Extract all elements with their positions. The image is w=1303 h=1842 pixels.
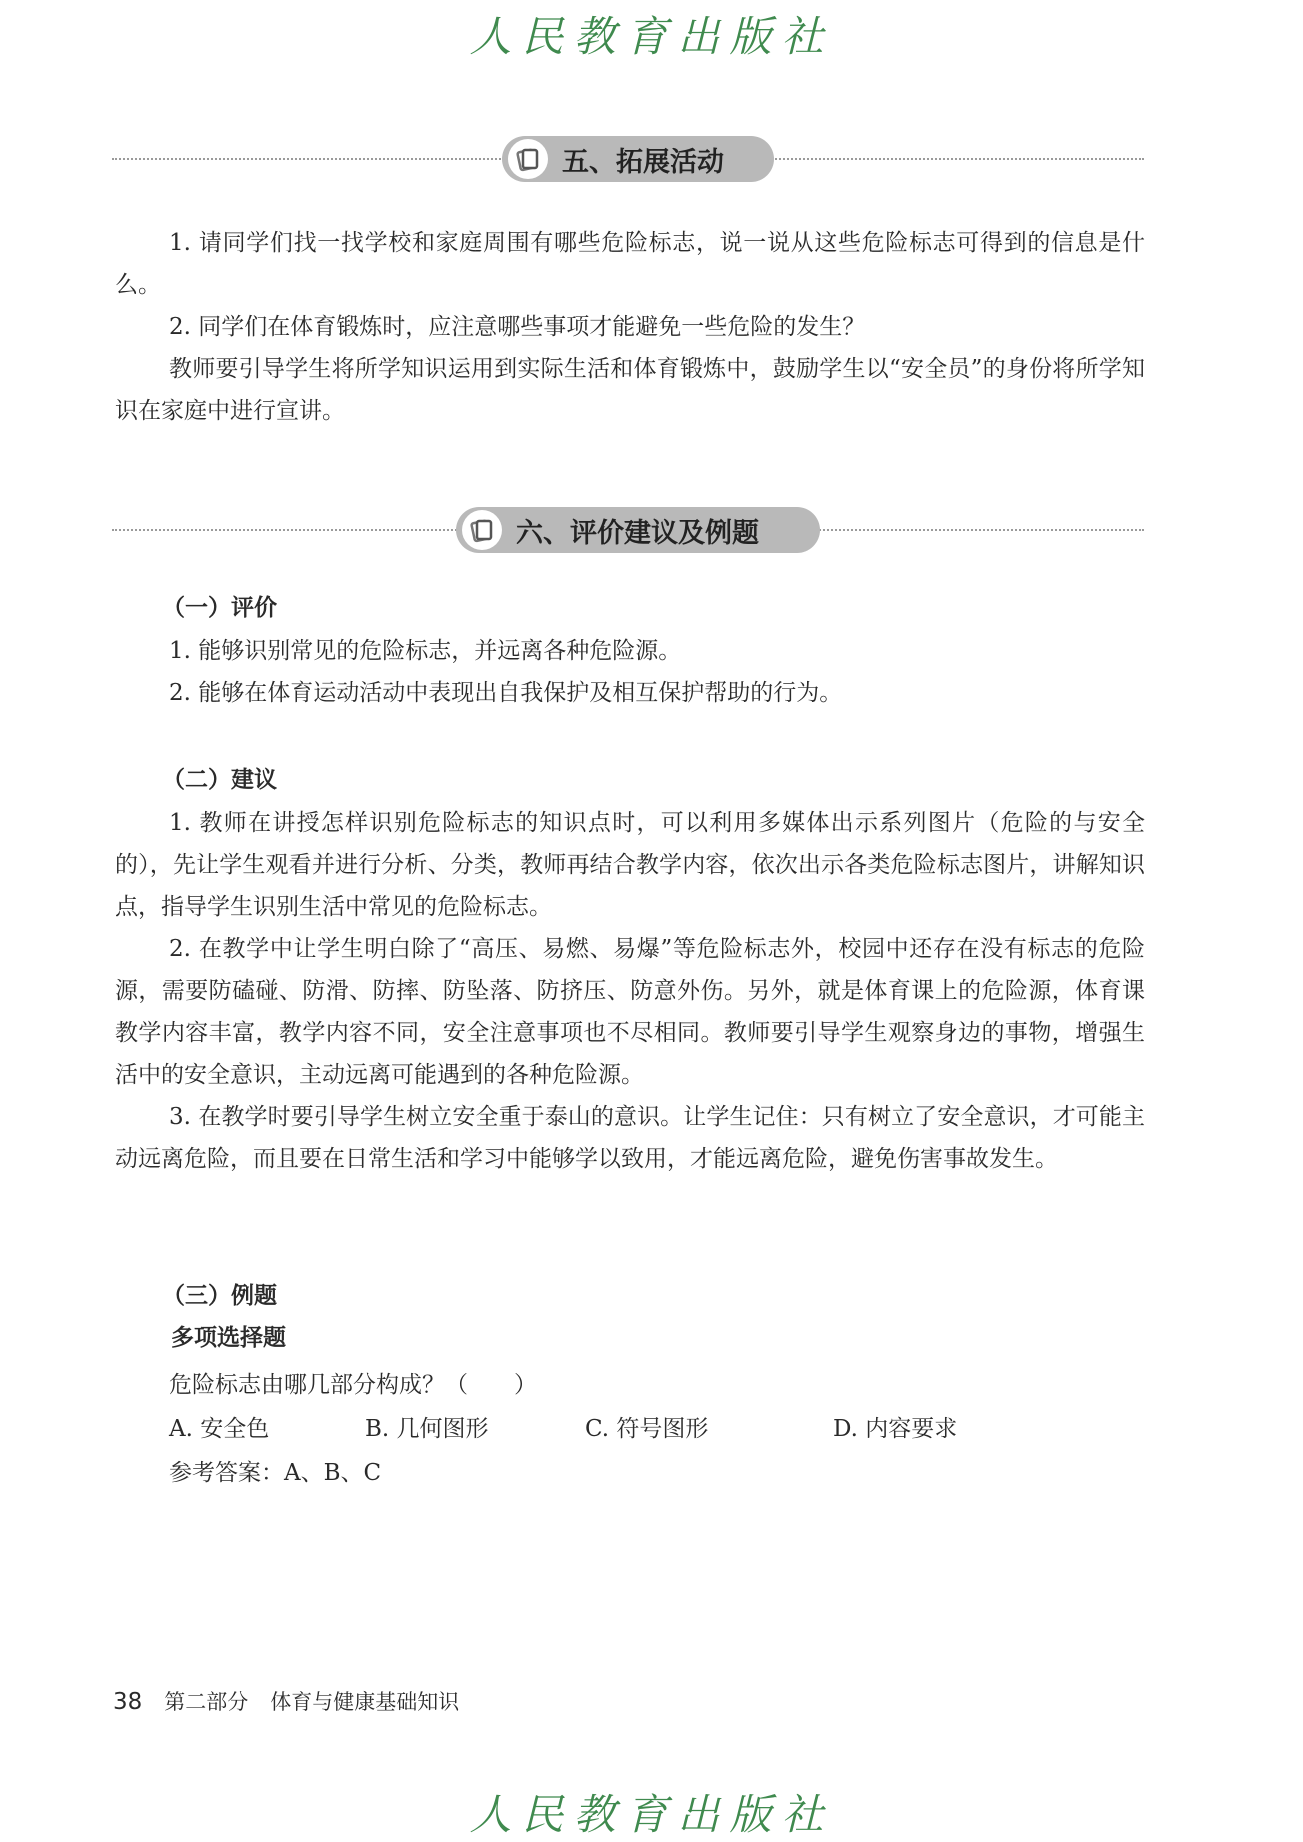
section-title: 五、拓展活动 (562, 146, 724, 178)
option-a: A. 安全色 (169, 1416, 270, 1442)
paragraph: 1. 教师在讲授怎样识别危险标志的知识点时，可以利用多媒体出示系列图片（危险的与安全的），先让学生观看并进行分析、分类，教师再结合教学内容，依次出示各类危险标志图片，讲解知识点，指导学生识别生活中常见的危险标志。 (115, 810, 1145, 920)
subsection-heading: （二）建议 (162, 767, 277, 793)
paragraph: 教师要引导学生将所学知识运用到实际生活和体育锻炼中，鼓励学生以“安全员”的身份将所学知识在家庭中进行宣讲。 (115, 356, 1145, 424)
section-header-evaluation (112, 507, 1144, 553)
option-b: B. 几何图形 (365, 1416, 489, 1442)
publisher-logo-bottom: 人民教育出版社 (469, 1790, 834, 1839)
book-icon (508, 139, 548, 179)
paragraph: 2. 同学们在体育锻炼时，应注意哪些事项才能避免一些危险的发生？ (169, 314, 866, 340)
subsection-heading: （一）评价 (162, 595, 277, 621)
subsection-heading: （三）例题 (162, 1283, 277, 1309)
question-text: 危险标志由哪几部分构成？（ ） (169, 1372, 537, 1398)
paragraph: 2. 在教学中让学生明白除了“高压、易燃、易爆”等危险标志外，校园中还存在没有标志的危险源，需要防磕碰、防滑、防摔、防坠落、防挤压、防意外伤。另外，就是体育课上的危险源，体育课教学内容丰富，教学内容不同，安全注意事项也不尽相同。教师要引导学生观察身边的事物，增强生活中的安全意识，主动远离可能遇到的各种危险源。 (115, 936, 1145, 1088)
section-title-pill (456, 507, 820, 553)
publisher-logo-top: 人民教育出版社 (469, 12, 834, 61)
footer-chapter: 体育与健康基础知识 (270, 1690, 460, 1714)
section-title: 六、评价建议及例题 (516, 517, 759, 549)
page-footer (113, 1686, 459, 1716)
page-number: 38 (113, 1689, 143, 1715)
paragraph: 1. 请同学们找一找学校和家庭周围有哪些危险标志，说一说从这些危险标志可得到的信息是什么。 (115, 230, 1145, 298)
answer-text: 参考答案：A、B、C (169, 1460, 382, 1486)
footer-part: 第二部分 (164, 1690, 249, 1714)
list-item: 1. 能够识别常见的危险标志，并远离各种危险源。 (169, 638, 682, 664)
list-item: 2. 能够在体育运动活动中表现出自我保护及相互保护帮助的行为。 (169, 680, 843, 706)
option-d: D. 内容要求 (833, 1416, 958, 1442)
section-header-extension (112, 136, 1144, 182)
paragraph: 3. 在教学时要引导学生树立安全重于泰山的意识。让学生记住：只有树立了安全意识，才可能主动远离危险，而且要在日常生活和学习中能够学以致用，才能远离危险，避免伤害事故发生。 (115, 1104, 1145, 1172)
section-title-pill (502, 136, 774, 182)
option-c: C. 符号图形 (585, 1416, 709, 1442)
book-icon (462, 510, 502, 550)
question-type: 多项选择题 (171, 1325, 286, 1351)
